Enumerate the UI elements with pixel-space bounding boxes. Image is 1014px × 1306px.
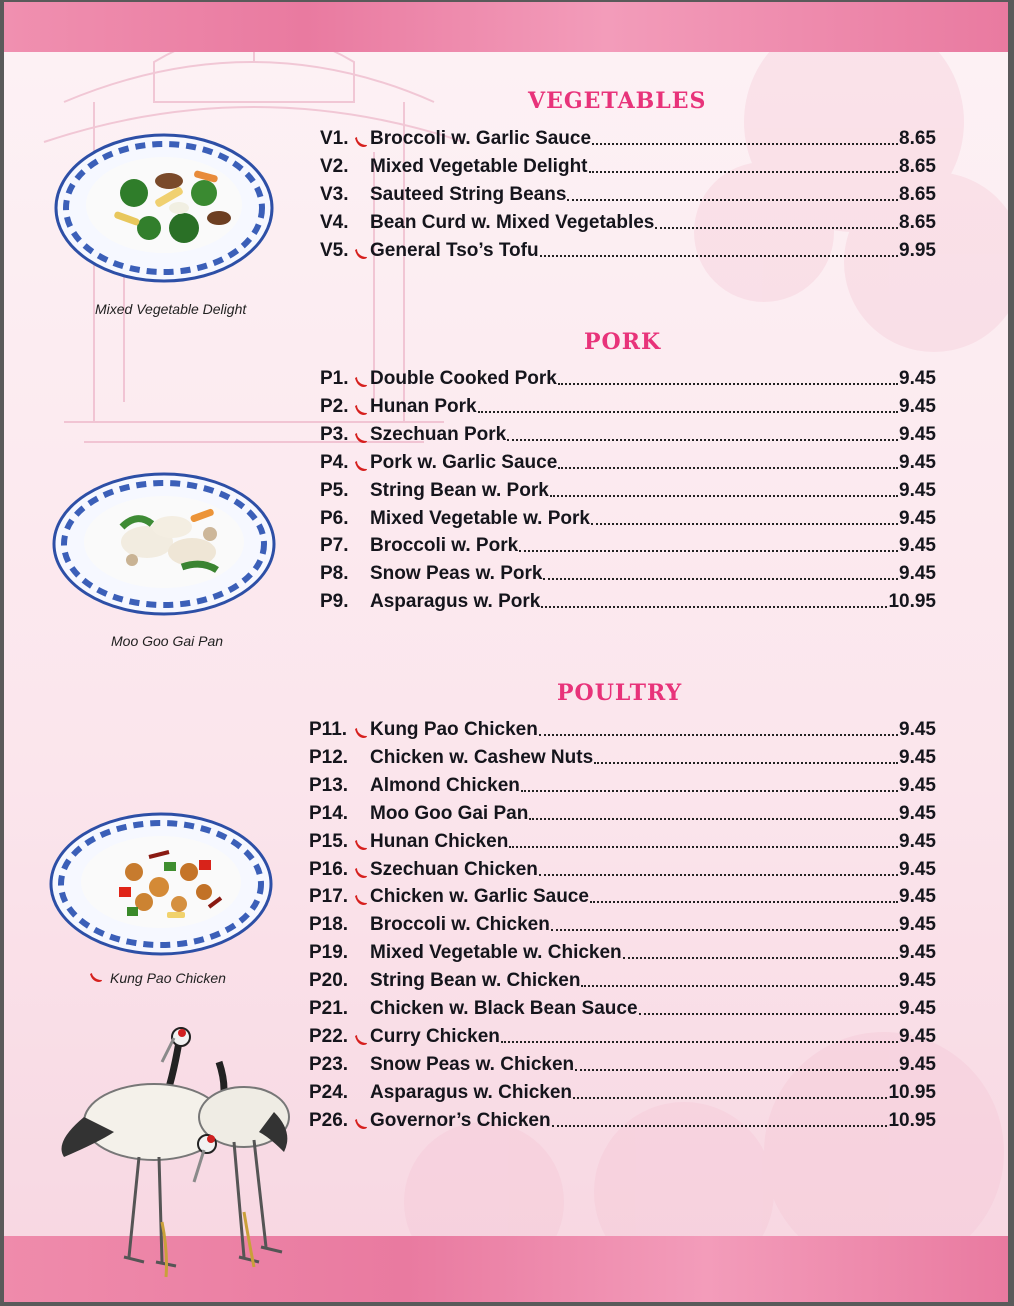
item-code: V5. xyxy=(320,239,349,261)
menu-item-p18 xyxy=(309,910,936,936)
dot-leader xyxy=(521,790,898,792)
photo-caption-moo-goo-gai-pan: Moo Goo Gai Pan xyxy=(111,633,224,649)
dot-leader xyxy=(567,199,898,201)
dot-leader xyxy=(552,1125,888,1127)
menu-item-p15 xyxy=(309,827,936,853)
chili-pepper-icon xyxy=(354,836,368,850)
item-price: 10.95 xyxy=(888,1109,936,1131)
item-code: P13. xyxy=(309,774,349,796)
dot-leader xyxy=(594,762,898,764)
item-code: P5. xyxy=(320,479,349,501)
item-name: Kung Pao Chicken xyxy=(370,719,538,740)
spacer xyxy=(354,189,368,203)
menu-item-p21 xyxy=(309,994,936,1020)
dot-leader xyxy=(478,411,898,413)
item-price: 9.45 xyxy=(899,774,936,796)
item-price: 10.95 xyxy=(888,591,936,613)
menu-item-p13 xyxy=(309,771,936,797)
chili-pepper-icon xyxy=(354,373,368,387)
item-name: Bean Curd w. Mixed Vegetables xyxy=(370,211,655,233)
item-code: P14. xyxy=(309,802,349,824)
item-code: P4. xyxy=(320,451,349,473)
item-name: Sauteed String Beans xyxy=(370,183,567,205)
item-name: Snow Peas w. Pork xyxy=(370,563,543,585)
chili-pepper-icon xyxy=(354,1031,368,1045)
item-name: Chicken w. Garlic Sauce xyxy=(370,886,589,908)
dot-leader xyxy=(573,1097,887,1099)
menu-item-p16 xyxy=(309,855,936,881)
item-code: P7. xyxy=(320,535,349,557)
spacer xyxy=(354,568,368,582)
spacer xyxy=(354,752,368,766)
item-price: 9.45 xyxy=(899,998,936,1019)
dot-leader xyxy=(589,171,899,173)
item-price: 10.95 xyxy=(888,1081,936,1103)
item-code: P18. xyxy=(309,914,349,936)
item-code: P16. xyxy=(309,858,349,880)
chili-pepper-icon xyxy=(354,133,368,147)
dot-leader xyxy=(551,929,898,931)
item-price: 9.45 xyxy=(899,507,936,529)
dot-leader xyxy=(501,1041,898,1043)
item-price: 9.45 xyxy=(899,858,936,880)
item-price: 9.45 xyxy=(899,563,936,585)
item-price: 9.45 xyxy=(899,423,936,445)
item-price: 9.45 xyxy=(899,395,936,417)
item-name: Mixed Vegetable w. Chicken xyxy=(370,942,622,964)
item-price: 9.45 xyxy=(899,830,936,852)
item-name: Mixed Vegetable Delight xyxy=(370,155,588,177)
menu-item-p7 xyxy=(320,531,936,557)
item-name: General Tso’s Tofu xyxy=(370,239,539,261)
item-name: Mixed Vegetable w. Pork xyxy=(370,507,590,529)
item-code: P11. xyxy=(309,719,348,740)
dot-leader xyxy=(543,578,898,580)
spacer xyxy=(354,919,368,933)
dot-leader xyxy=(558,383,898,385)
menu-item-p23 xyxy=(309,1050,936,1076)
spacer xyxy=(354,540,368,554)
item-code: P12. xyxy=(309,746,349,768)
section-title-vegetables: VEGETABLES xyxy=(528,88,707,114)
item-name: Curry Chicken xyxy=(370,1025,500,1047)
kung-pao-chicken-photo xyxy=(49,812,274,957)
item-name: Asparagus w. Chicken xyxy=(370,1081,573,1103)
section-title-pork: PORK xyxy=(584,329,662,355)
dot-leader xyxy=(592,143,898,145)
chili-pepper-icon xyxy=(354,245,368,259)
item-name: Broccoli w. Garlic Sauce xyxy=(370,128,592,149)
item-price: 8.65 xyxy=(899,183,936,205)
spacer xyxy=(354,947,368,961)
menu-item-p4 xyxy=(320,448,936,474)
dot-leader xyxy=(558,467,898,469)
menu-item-p12 xyxy=(309,743,936,769)
item-code: V1. xyxy=(320,128,349,149)
item-price: 9.45 xyxy=(899,535,936,557)
menu-item-p14 xyxy=(309,799,936,825)
item-code: P3. xyxy=(320,423,349,445)
spacer xyxy=(354,780,368,794)
menu-item-p20 xyxy=(309,966,936,992)
dot-leader xyxy=(639,1013,898,1015)
dot-leader xyxy=(581,985,898,987)
dot-leader xyxy=(540,255,898,257)
spacer xyxy=(354,1003,368,1017)
item-code: P21. xyxy=(309,998,349,1019)
section-title-poultry: POULTRY xyxy=(557,680,683,706)
item-code: P23. xyxy=(309,1053,349,1075)
chili-pepper-icon xyxy=(354,429,368,443)
item-code: P19. xyxy=(309,942,349,964)
menu-item-v4 xyxy=(320,208,936,234)
item-price: 9.45 xyxy=(899,451,936,473)
dot-leader xyxy=(509,846,898,848)
item-price: 9.45 xyxy=(899,914,936,936)
item-code: P22. xyxy=(309,1025,349,1047)
spacer xyxy=(354,975,368,989)
chili-pepper-icon xyxy=(354,457,368,471)
spacer xyxy=(354,1087,368,1101)
item-name: Szechuan Chicken xyxy=(370,858,538,880)
dot-leader xyxy=(541,606,887,608)
spacer xyxy=(354,217,368,231)
item-price: 8.65 xyxy=(899,128,936,149)
item-code: P8. xyxy=(320,563,349,585)
menu-item-p5 xyxy=(320,476,936,502)
item-name: Moo Goo Gai Pan xyxy=(370,802,529,824)
item-price: 9.45 xyxy=(899,802,936,824)
item-price: 9.45 xyxy=(899,942,936,964)
item-price: 9.45 xyxy=(899,719,936,740)
item-name: String Bean w. Pork xyxy=(370,479,549,501)
spacer xyxy=(354,161,368,175)
item-price: 9.45 xyxy=(899,1053,936,1075)
spacer xyxy=(354,596,368,610)
menu-item-p8 xyxy=(320,559,936,585)
menu-page xyxy=(4,2,1008,1302)
dot-leader xyxy=(591,523,898,525)
dot-leader xyxy=(655,227,898,229)
menu-item-v5 xyxy=(320,236,936,262)
dot-leader xyxy=(575,1069,898,1071)
chili-pepper-icon xyxy=(89,972,103,984)
item-name: Asparagus w. Pork xyxy=(370,591,541,613)
item-price: 8.65 xyxy=(899,155,936,177)
dot-leader xyxy=(590,901,898,903)
item-code: P9. xyxy=(320,591,349,613)
item-price: 8.65 xyxy=(899,211,936,233)
item-price: 9.95 xyxy=(899,239,936,261)
item-name: Pork w. Garlic Sauce xyxy=(370,451,558,473)
spacer xyxy=(354,513,368,527)
menu-item-p11 xyxy=(309,715,936,741)
dot-leader xyxy=(539,874,898,876)
item-price: 9.45 xyxy=(899,886,936,908)
menu-item-p26 xyxy=(309,1106,936,1132)
item-name: Almond Chicken xyxy=(370,774,520,796)
item-code: P26. xyxy=(309,1109,349,1131)
spacer xyxy=(354,1059,368,1073)
spacer xyxy=(354,808,368,822)
item-price: 9.45 xyxy=(899,970,936,992)
item-code: V3. xyxy=(320,183,349,205)
item-price: 9.45 xyxy=(899,368,936,389)
top-decorative-band xyxy=(4,2,1008,52)
menu-item-p22 xyxy=(309,1022,936,1048)
item-name: Broccoli w. Chicken xyxy=(370,914,550,936)
menu-item-v3 xyxy=(320,180,936,206)
item-name: Chicken w. Black Bean Sauce xyxy=(370,998,638,1019)
cranes-illustration xyxy=(44,1022,304,1287)
chili-pepper-icon xyxy=(354,401,368,415)
mixed-vegetable-delight-photo xyxy=(54,133,274,283)
item-name: Snow Peas w. Chicken xyxy=(370,1053,575,1075)
photo-caption-kung-pao-chicken: Kung Pao Chicken xyxy=(110,970,226,986)
menu-item-p19 xyxy=(309,938,936,964)
menu-item-p24 xyxy=(309,1078,936,1104)
menu-item-p17 xyxy=(309,882,936,908)
moo-goo-gai-pan-photo xyxy=(52,472,277,617)
dot-leader xyxy=(623,957,898,959)
menu-item-p2 xyxy=(320,392,936,418)
menu-item-p3 xyxy=(320,420,936,446)
item-name: Hunan Chicken xyxy=(370,830,509,852)
chili-pepper-icon xyxy=(354,724,368,738)
item-name: Double Cooked Pork xyxy=(370,368,557,389)
dot-leader xyxy=(529,818,898,820)
chili-pepper-icon xyxy=(354,1115,368,1129)
menu-item-p9 xyxy=(320,587,936,613)
chili-pepper-icon xyxy=(354,864,368,878)
item-code: V4. xyxy=(320,211,349,233)
dot-leader xyxy=(550,495,898,497)
item-name: Chicken w. Cashew Nuts xyxy=(370,746,594,768)
item-code: P17. xyxy=(309,886,349,908)
item-name: Hunan Pork xyxy=(370,395,477,417)
dot-leader xyxy=(507,439,898,441)
chili-pepper-icon xyxy=(354,891,368,905)
item-price: 9.45 xyxy=(899,479,936,501)
dot-leader xyxy=(519,550,898,552)
item-code: P20. xyxy=(309,970,349,992)
item-code: P15. xyxy=(309,830,349,852)
menu-item-p1 xyxy=(320,364,936,390)
item-price: 9.45 xyxy=(899,1025,936,1047)
item-name: Broccoli w. Pork xyxy=(370,535,519,557)
item-name: Szechuan Pork xyxy=(370,423,507,445)
item-name: String Bean w. Chicken xyxy=(370,970,581,992)
dot-leader xyxy=(539,734,898,736)
item-name: Governor’s Chicken xyxy=(370,1109,551,1131)
item-code: P24. xyxy=(309,1081,349,1103)
item-code: P6. xyxy=(320,507,349,529)
item-code: P1. xyxy=(320,368,349,389)
menu-item-p6 xyxy=(320,504,936,530)
photo-caption-mixed-vegetable-delight: Mixed Vegetable Delight xyxy=(95,301,247,317)
item-code: V2. xyxy=(320,155,349,177)
spacer xyxy=(354,485,368,499)
menu-item-v2 xyxy=(320,152,936,178)
item-code: P2. xyxy=(320,395,349,417)
item-price: 9.45 xyxy=(899,746,936,768)
menu-item-v1 xyxy=(320,124,936,150)
